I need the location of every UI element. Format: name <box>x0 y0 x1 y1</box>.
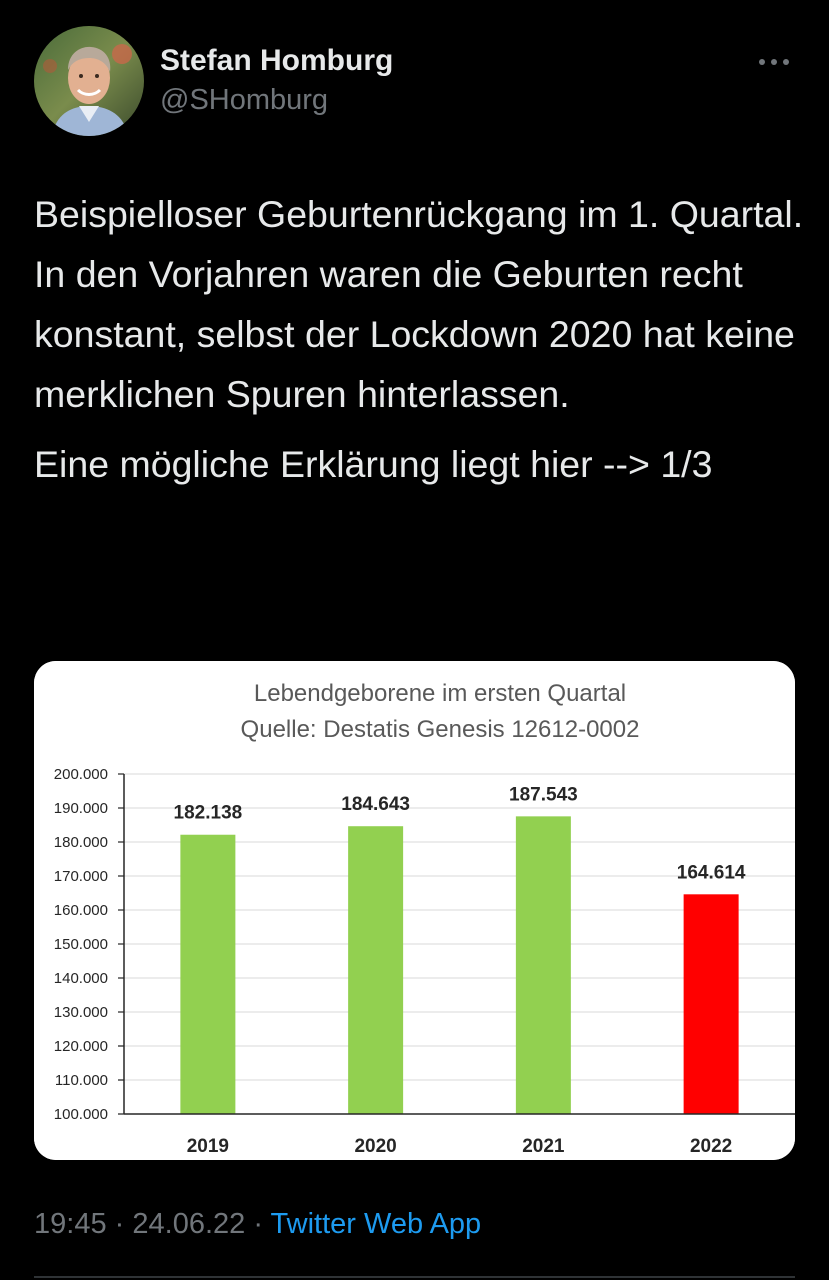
chart-title: Lebendgeborene im ersten Quartal <box>253 680 627 707</box>
tweet-paragraph-2: Eine mögliche Erklärung liegt hier --> 1/3 <box>34 443 713 485</box>
chart-subtitle: Quelle: Destatis Genesis 12612-0002 <box>240 716 640 743</box>
y-tick-label: 150.000 <box>53 936 108 953</box>
tweet-source-link[interactable]: Twitter Web App <box>270 1208 482 1240</box>
y-tick-label: 160.000 <box>53 902 108 919</box>
bar-chart <box>34 661 795 1160</box>
bar-2019 <box>180 835 235 1114</box>
bar-2020 <box>348 826 403 1114</box>
tweet-header <box>0 0 829 150</box>
more-horizontal-icon[interactable] <box>754 50 794 74</box>
author-name[interactable]: Stefan Homburg <box>160 44 394 77</box>
tweet-paragraph-1: Beispielloser Geburtenrückgang im 1. Quartal. In den Vorjahren waren die Geburten recht konstant, selbst der Lockdown 2020 hat keine merklichen Spuren hinterlassen. <box>34 193 804 415</box>
y-tick-label: 120.000 <box>53 1038 108 1055</box>
x-tick-label: 2021 <box>522 1136 565 1157</box>
y-tick-label: 110.000 <box>54 1072 108 1089</box>
y-tick-label: 200.000 <box>53 766 108 783</box>
data-label-2021: 187.543 <box>509 784 578 806</box>
y-tick-label: 170.000 <box>53 868 108 885</box>
meta-separator: · <box>114 1208 125 1240</box>
tweet-time[interactable]: 19:45 <box>34 1208 107 1240</box>
y-tick-label: 130.000 <box>53 1004 108 1021</box>
y-tick-label: 140.000 <box>53 970 108 987</box>
bar-2021 <box>516 816 571 1114</box>
x-tick-label: 2020 <box>354 1136 397 1157</box>
avatar[interactable] <box>34 26 144 136</box>
x-tick-label: 2022 <box>689 1136 733 1157</box>
bar-2022 <box>684 894 739 1114</box>
x-tick-label: 2019 <box>186 1136 230 1157</box>
data-label-2022: 164.614 <box>676 862 746 884</box>
tweet-meta <box>34 1208 481 1241</box>
y-tick-label: 190.000 <box>53 800 108 817</box>
tweet-text <box>34 184 804 494</box>
divider <box>34 1276 795 1278</box>
y-tick-label: 180.000 <box>53 834 108 851</box>
y-tick-label: 100.000 <box>53 1106 108 1123</box>
author-handle[interactable]: @SHomburg <box>160 84 329 116</box>
data-label-2019: 182.138 <box>173 802 243 824</box>
meta-separator: · <box>253 1208 263 1240</box>
data-label-2020: 184.643 <box>341 794 410 816</box>
tweet-date[interactable]: 24.06.22 <box>132 1208 246 1240</box>
avatar-image <box>34 26 144 136</box>
media-image[interactable] <box>34 661 795 1160</box>
